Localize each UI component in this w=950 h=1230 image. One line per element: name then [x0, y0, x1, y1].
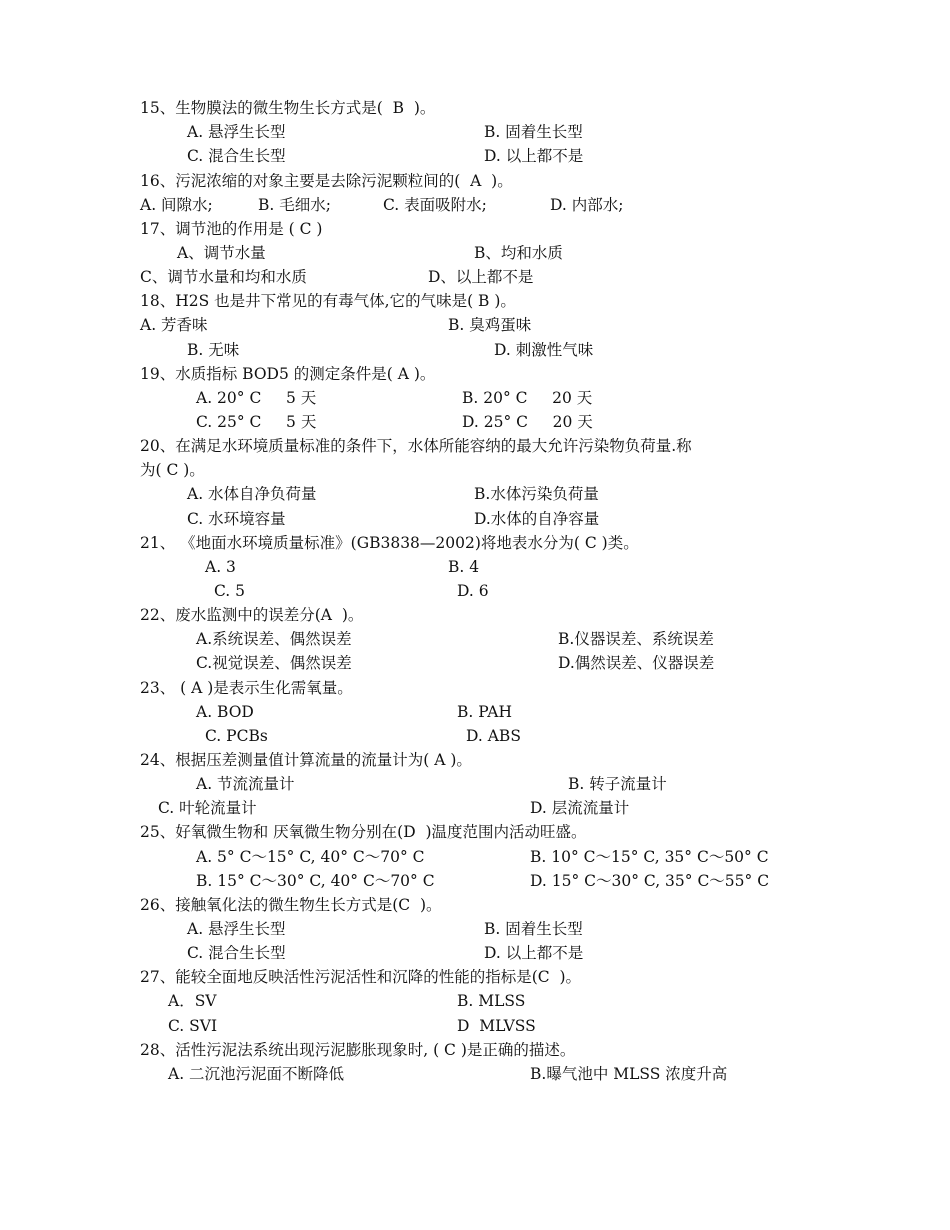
option-row: [0, 507, 950, 531]
option: C、调节水量和均和水质: [140, 268, 307, 286]
option-row: [0, 338, 950, 362]
option: A. 节流流量计: [196, 775, 295, 793]
option: C. 叶轮流量计: [158, 799, 257, 817]
option: D. 以上都不是: [484, 147, 584, 165]
option: B. 臭鸡蛋味: [448, 316, 532, 334]
option: A. BOD: [196, 703, 254, 721]
option: D.偶然误差、仪器误差: [558, 654, 715, 672]
option: D. 15° C～30° C, 35° C～55° C: [530, 872, 770, 890]
option-row: [0, 482, 950, 506]
option-row: [0, 579, 950, 603]
question-stem: 18、H2S 也是井下常见的有毒气体,它的气味是( B )。: [140, 292, 516, 310]
option: D. 内部水;: [550, 196, 624, 214]
option-row: [0, 313, 950, 337]
option-row: [0, 796, 950, 820]
option-row: [0, 869, 950, 893]
option: B. 10° C～15° C, 35° C～50° C: [530, 848, 769, 866]
option: C. 混合生长型: [187, 147, 286, 165]
option-row: [0, 555, 950, 579]
option: A. 悬浮生长型: [187, 920, 286, 938]
option: D. 以上都不是: [484, 944, 584, 962]
question-stem: 21、 《地面水环境质量标准》(GB3838—2002)将地表水分为( C )类。: [140, 534, 639, 552]
option-row: [0, 845, 950, 869]
option-row: [0, 265, 950, 289]
question-stem: 25、好氧微生物和 厌氧微生物分别在(D )温度范围内活动旺盛。: [140, 823, 587, 841]
option: C. 混合生长型: [187, 944, 286, 962]
option-row: [0, 724, 950, 748]
option: C. PCBs: [205, 727, 268, 745]
option: A、调节水量: [177, 244, 266, 262]
option-row: [0, 1014, 950, 1038]
option: C.视觉误差、偶然误差: [196, 654, 352, 672]
option: C. SVI: [168, 1017, 218, 1035]
option: B. 固着生长型: [484, 920, 583, 938]
option-row: [0, 917, 950, 941]
question-stem: 19、水质指标 BOD5 的测定条件是( A )。: [140, 365, 436, 383]
option: D.水体的自净容量: [474, 510, 600, 528]
option: B. 无味: [187, 341, 240, 359]
option: D. 刺激性气味: [494, 341, 594, 359]
question-stem: 20、在满足水环境质量标准的条件下，水体所能容纳的最大允许污染物负荷量.称: [140, 437, 692, 455]
option: A.系统误差、偶然误差: [196, 630, 352, 648]
question-stem: 27、能较全面地反映活性污泥活性和沉降的性能的指标是(C )。: [140, 968, 582, 986]
option: B.仪器误差、系统误差: [558, 630, 714, 648]
option: B. PAH: [457, 703, 512, 721]
option-row: [0, 941, 950, 965]
option: B. 固着生长型: [484, 123, 583, 141]
option-row: [0, 651, 950, 675]
option: C. 水环境容量: [187, 510, 286, 528]
option: A．SV: [168, 992, 217, 1010]
option-row: [0, 410, 950, 434]
option-row: [0, 772, 950, 796]
option: A. 5° C～15° C, 40° C～70° C: [196, 848, 425, 866]
option: D. 25° C 20 天: [462, 413, 593, 431]
option: B. 转子流量计: [568, 775, 667, 793]
option: C. 25° C 5 天: [196, 413, 317, 431]
question-stem: 17、调节池的作用是 ( C ): [140, 220, 323, 238]
option-row: [0, 386, 950, 410]
option: A. 悬浮生长型: [187, 123, 286, 141]
option: B. 4: [448, 558, 480, 576]
option-row: [0, 627, 950, 651]
option: D、以上都不是: [428, 268, 534, 286]
option: D. ABS: [466, 727, 521, 745]
option-row: [0, 700, 950, 724]
option: C. 表面吸附水;: [383, 196, 487, 214]
question-stem: 15、生物膜法的微生物生长方式是( B )。: [140, 99, 436, 117]
option: A. 水体自净负荷量: [187, 485, 317, 503]
option-row: [0, 120, 950, 144]
question-stem: 16、污泥浓缩的对象主要是去除污泥颗粒间的( A )。: [140, 172, 513, 190]
option: D. 6: [457, 582, 489, 600]
option: D. 层流流量计: [530, 799, 630, 817]
option: A. 二沉池污泥面不断降低: [168, 1065, 345, 1083]
option: B. 15° C～30° C, 40° C～70° C: [196, 872, 435, 890]
option: A. 芳香味: [140, 316, 208, 334]
option: B. 20° C 20 天: [462, 389, 593, 407]
question-stem-continued: 为( C )。: [140, 461, 205, 479]
option: A. 20° C 5 天: [196, 389, 317, 407]
option-row: [0, 989, 950, 1013]
option: B. 毛细水;: [258, 196, 331, 214]
option: B. MLSS: [457, 992, 526, 1010]
option-row: [0, 1062, 950, 1086]
option-row: [0, 193, 950, 217]
option: B.水体污染负荷量: [474, 485, 599, 503]
option: A. 间隙水;: [140, 196, 213, 214]
option: A. 3: [205, 558, 236, 576]
question-stem: 24、根据压差测量值计算流量的流量计为( A )。: [140, 751, 472, 769]
option: B.曝气池中 MLSS 浓度升高: [530, 1065, 728, 1083]
question-stem: 28、活性污泥法系统出现污泥膨胀现象时, ( C )是正确的描述。: [140, 1041, 576, 1059]
question-stem: 23、 ( A )是表示生化需氧量。: [140, 679, 353, 697]
option: D MLVSS: [457, 1017, 536, 1035]
option-row: [0, 144, 950, 168]
question-stem: 26、接触氧化法的微生物生长方式是(C )。: [140, 896, 442, 914]
option: B、均和水质: [474, 244, 563, 262]
option-row: [0, 241, 950, 265]
question-stem: 22、废水监测中的误差分(A )。: [140, 606, 364, 624]
option: C. 5: [214, 582, 246, 600]
